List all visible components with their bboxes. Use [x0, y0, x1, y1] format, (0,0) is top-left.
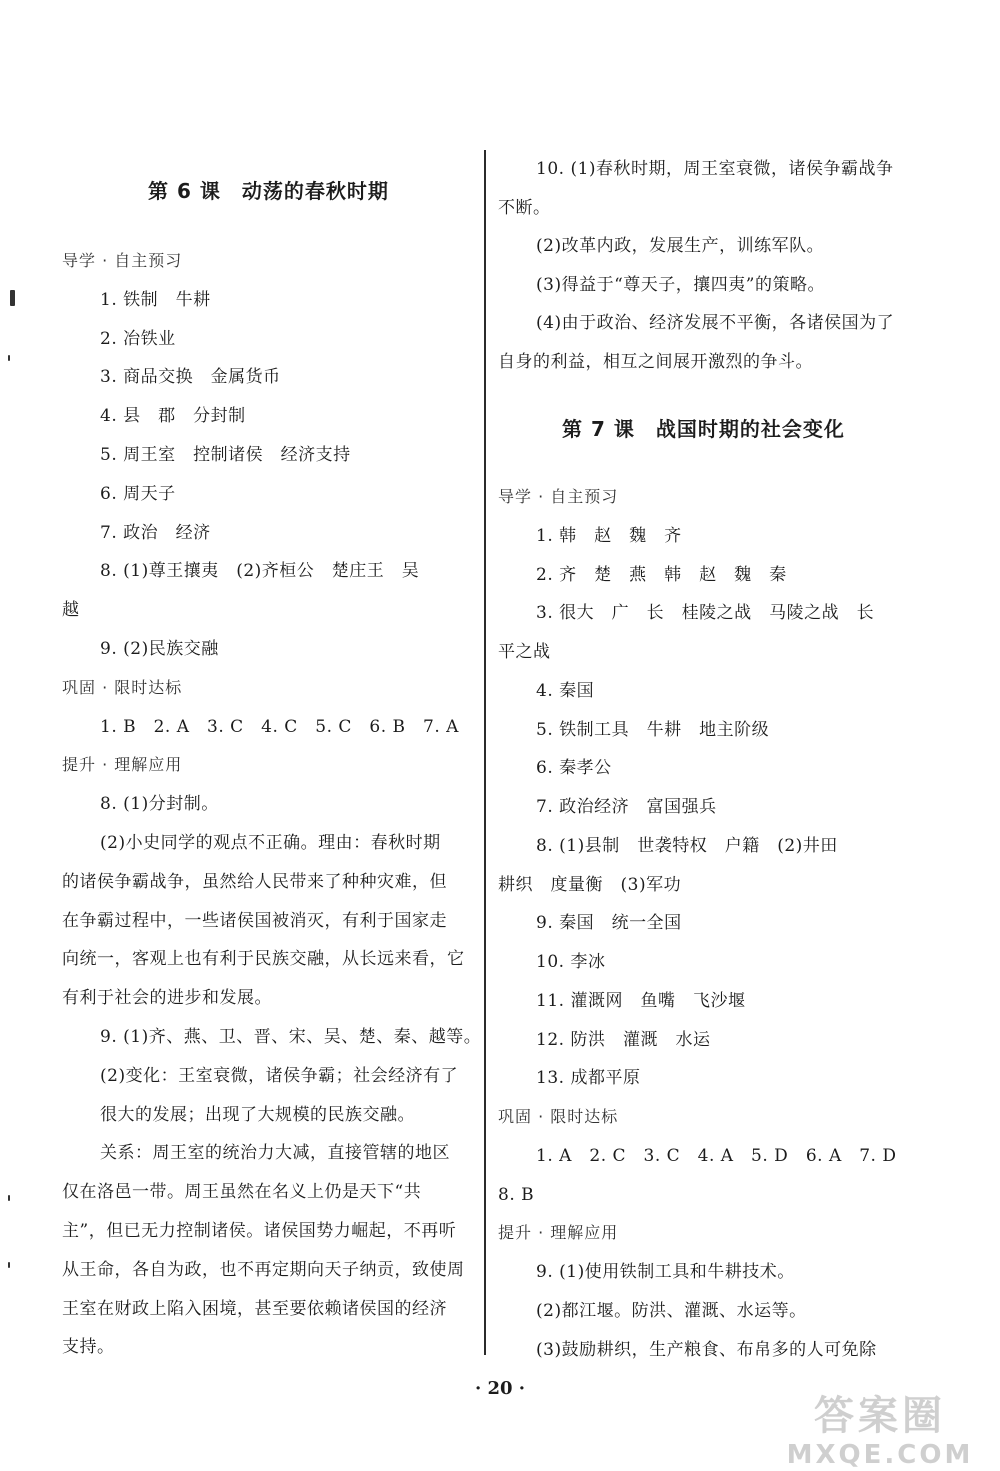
- answer-line: 8. (1)尊王攘夷 (2)齐桓公 楚庄王 吴: [100, 561, 420, 582]
- answer-line: (3)得益于“尊天子，攘四夷”的策略。: [536, 274, 825, 295]
- column-divider: [484, 150, 486, 1355]
- section-heading: 提升 · 理解应用: [498, 1223, 619, 1243]
- answer-line: 3. 很大 广 长 桂陵之战 马陵之战 长: [536, 603, 875, 624]
- answer-line: 1. 铁制 牛耕: [100, 289, 211, 310]
- answer-line: 1. 韩 赵 魏 齐: [536, 525, 682, 546]
- answer-line: (4)由于政治、经济发展不平衡，各诸侯国为了: [536, 313, 895, 334]
- answer-line: 7. 政治经济 富国强兵: [536, 797, 717, 817]
- answer-line: 6. 周天子: [100, 483, 176, 504]
- scan-speck: [8, 1262, 10, 1268]
- lesson-6-title: 第 6 课 动荡的春秋时期: [148, 179, 389, 203]
- answer-line: 9. (1)使用铁制工具和牛耕技术。: [536, 1262, 795, 1282]
- answer-line: 有利于社会的进步和发展。: [62, 988, 272, 1009]
- watermark: [760, 1392, 1000, 1471]
- answer-line: 不断。: [498, 197, 551, 218]
- answer-line: 很大的发展；出现了大规模的民族交融。: [100, 1104, 415, 1125]
- answer-line: 8. (1)县制 世袭特权 户籍 (2)井田: [536, 835, 838, 856]
- answer-line: (3)鼓励耕织，生产粮食、布帛多的人可免除: [536, 1339, 877, 1360]
- answer-line: 8. B: [498, 1184, 535, 1205]
- answer-line: 主”，但已无力控制诸侯。诸侯国势力崛起，不再听: [62, 1221, 457, 1241]
- answer-line: (2)小史同学的观点不正确。理由：春秋时期: [100, 833, 441, 853]
- answer-line: 仅在洛邑一带。周王虽然在名义上仍是天下“共: [62, 1182, 422, 1203]
- answer-line: 2. 冶铁业: [100, 328, 176, 349]
- answer-line: 7. 政治 经济: [100, 522, 211, 543]
- section-heading: 导学 · 自主预习: [62, 251, 183, 270]
- answer-line: 耕织 度量衡 (3)军功: [498, 874, 682, 895]
- lesson-7-title: 第 7 课 战国时期的社会变化: [562, 417, 845, 441]
- answer-line: 3. 商品交换 金属货币: [100, 367, 281, 388]
- scan-speck: [10, 290, 15, 306]
- answer-line: 1. B 2. A 3. C 4. C 5. C 6. B 7. A: [100, 716, 459, 737]
- answer-line: 4. 县 郡 分封制: [100, 406, 246, 427]
- watermark-bottom: MXQE.COM: [786, 1440, 974, 1470]
- answer-line: 10. (1)春秋时期，周王室衰微，诸侯争霸战争: [536, 159, 894, 179]
- answer-line: 9. (1)齐、燕、卫、晋、宋、吴、楚、秦、越等。: [100, 1027, 482, 1047]
- answer-line: 11. 灌溉网 鱼嘴 飞沙堰: [536, 990, 746, 1011]
- answer-line: 2. 齐 楚 燕 韩 赵 魏 秦: [536, 564, 787, 585]
- answer-line: 13. 成都平原: [536, 1068, 641, 1089]
- scan-speck: [8, 1195, 10, 1201]
- answer-line: 平之战: [498, 642, 551, 662]
- section-heading: 提升 · 理解应用: [62, 755, 183, 775]
- section-heading: 巩固 · 限时达标: [498, 1107, 619, 1126]
- answer-line: 1. A 2. C 3. C 4. A 5. D 6. A 7. D: [536, 1145, 897, 1166]
- scan-speck: [8, 355, 10, 361]
- answer-line: 4. 秦国: [536, 680, 595, 701]
- answer-line: 自身的利益，相互之间展开激烈的争斗。: [498, 352, 813, 372]
- answer-line: 10. 李冰: [536, 952, 606, 972]
- answer-line: 向统一，客观上也有利于民族交融，从长远来看，它: [62, 949, 465, 970]
- answer-line: 9. 秦国 统一全国: [536, 913, 682, 934]
- answer-line: 支持。: [62, 1337, 115, 1358]
- answer-line: 5. 周王室 控制诸侯 经济支持: [100, 445, 351, 465]
- answer-line: 从王命，各自为政，也不再定期向天子纳贡，致使周: [62, 1259, 465, 1280]
- answer-line: 的诸侯争霸战争，虽然给人民带来了种种灾难，但: [62, 871, 447, 892]
- answer-line: 12. 防洪 灌溉 水运: [536, 1029, 711, 1050]
- answer-line: 6. 秦孝公: [536, 758, 612, 779]
- answer-line: (2)改革内政，发展生产，训练军队。: [536, 236, 825, 257]
- answer-line: 8. (1)分封制。: [100, 794, 219, 815]
- answer-line: 在争霸过程中，一些诸侯国被消灭，有利于国家走: [62, 910, 447, 931]
- answer-line: (2)都江堰。防洪、灌溉、水运等。: [536, 1300, 807, 1321]
- answer-line: 王室在财政上陷入困境，甚至要依赖诸侯国的经济: [62, 1298, 447, 1319]
- answer-line: 9. (2)民族交融: [100, 639, 219, 659]
- answer-line: (2)变化：王室衰微，诸侯争霸；社会经济有了: [100, 1065, 459, 1086]
- section-heading: 导学 · 自主预习: [498, 487, 619, 506]
- answer-line: 5. 铁制工具 牛耕 地主阶级: [536, 719, 770, 740]
- watermark-top: 答案圈: [814, 1393, 946, 1439]
- answer-line: 关系：周王室的统治力大减，直接管辖的地区: [100, 1143, 450, 1164]
- answer-line: 越: [62, 600, 80, 621]
- page-number: · 20 ·: [474, 1378, 526, 1399]
- section-heading: 巩固 · 限时达标: [62, 677, 183, 697]
